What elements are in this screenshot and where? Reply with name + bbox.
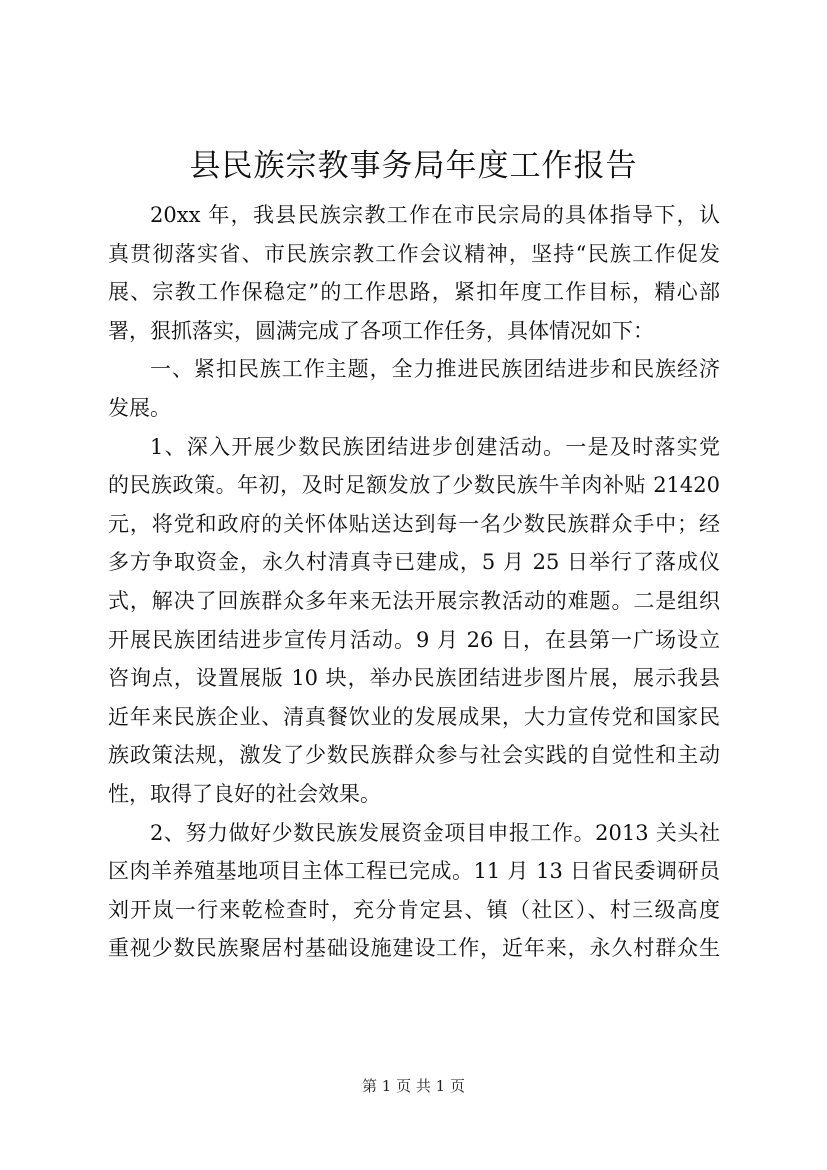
section-heading-line: 发展。 bbox=[108, 395, 171, 420]
text-line: 的民族政策。年初，及时足额发放了少数民族牛羊肉补贴 21420 bbox=[108, 473, 720, 498]
text-line: 真贯彻落实省、市民族宗教工作会议精神，坚持“民族工作促发 bbox=[108, 241, 720, 266]
text-line: 2、努力做好少数民族发展资金项目申报工作。2013 关头社 bbox=[150, 820, 720, 845]
document-title: 县民族宗教事务局年度工作报告 bbox=[189, 148, 638, 184]
text-line: 式，解决了回族群众多年来无法开展宗教活动的难题。二是组织 bbox=[108, 588, 720, 613]
text-line: 咨询点，设置展版 10 块，举办民族团结进步图片展，展示我县 bbox=[108, 666, 720, 691]
text-line: 多方争取资金，永久村清真寺已建成，5 月 25 日举行了落成仪 bbox=[108, 550, 720, 575]
section-heading-line: 一、紧扣民族工作主题，全力推进民族团结进步和民族经济 bbox=[150, 357, 720, 382]
text-line: 区肉羊养殖基地项目主体工程已完成。11 月 13 日省民委调研员 bbox=[108, 859, 720, 884]
text-line: 刘开岚一行来乾检查时，充分肯定县、镇（社区）、村三级高度 bbox=[108, 897, 720, 922]
document-body bbox=[108, 196, 720, 968]
text-line: 族政策法规，激发了少数民族群众参与社会实践的自觉性和主动 bbox=[108, 743, 720, 768]
text-line: 性，取得了良好的社会效果。 bbox=[108, 781, 381, 806]
page-footer: 第 1 页 共 1 页 bbox=[362, 1077, 465, 1095]
text-line: 展、宗教工作保稳定”的工作思路，紧扣年度工作目标，精心部 bbox=[108, 280, 720, 305]
text-line: 开展民族团结进步宣传月活动。9 月 26 日，在县第一广场设立 bbox=[108, 627, 720, 652]
text-line: 1、深入开展少数民族团结进步创建活动。一是及时落实党 bbox=[150, 434, 720, 459]
text-line: 元，将党和政府的关怀体贴送达到每一名少数民族群众手中；经 bbox=[108, 511, 720, 536]
text-line: 重视少数民族聚居村基础设施建设工作，近年来，永久村群众生 bbox=[108, 936, 720, 961]
text-line: 署，狠抓落实，圆满完成了各项工作任务，具体情况如下： bbox=[108, 318, 654, 343]
text-line: 20xx 年，我县民族宗教工作在市民宗局的具体指导下，认 bbox=[150, 203, 720, 227]
text-line: 近年来民族企业、清真餐饮业的发展成果，大力宣传党和国家民 bbox=[108, 704, 720, 729]
